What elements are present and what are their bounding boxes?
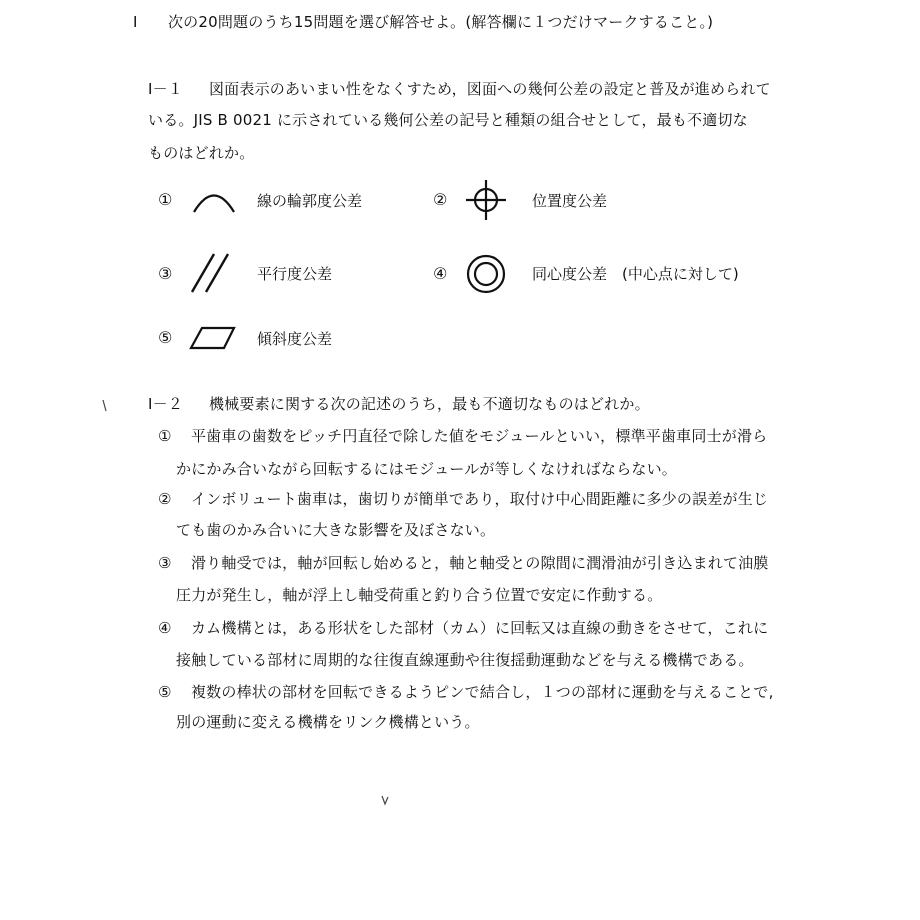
- q2-option-4-line-2: 接触している部材に周期的な往復直線運動や往復揺動運動などを与える機構である。: [176, 651, 754, 669]
- q1-number: I－１: [148, 80, 184, 98]
- q1-line-3: [148, 143, 254, 163]
- q1-line-2: [148, 110, 748, 130]
- q1-line-1: [148, 79, 771, 99]
- q2-option-4-cont: [176, 650, 754, 670]
- scan-speck: [380, 794, 390, 808]
- q2-option-1-number: ①: [158, 427, 172, 445]
- arc-icon: [190, 185, 238, 215]
- section-mark: I: [133, 13, 138, 31]
- q2-option-2: [158, 489, 768, 509]
- q1-option-3-label: 平行度公差: [257, 265, 333, 283]
- q2-option-2-line-1: インボリュート歯車は，歯切りが簡単であり，取付け中心間距離に多少の誤差が生じ: [190, 490, 769, 508]
- q1-option-3-number: ③: [158, 264, 173, 283]
- crosshair-circle-icon: [464, 178, 508, 222]
- section-instruction: 次の20問題のうち15問題を選び解答せよ。(解答欄に１つだけマークすること。): [167, 13, 714, 31]
- q1-option-5-number: ⑤: [158, 328, 173, 347]
- q2-option-1-line-2: かにかみ合いながら回転するにはモジュールが等しくなければならない。: [176, 460, 678, 478]
- scan-speck: [100, 398, 110, 414]
- concentric-circles-icon: [464, 252, 508, 296]
- parallelogram-icon: [188, 325, 238, 351]
- q2-option-3-line-1: 滑り軸受では，軸が回転し始めると，軸と軸受との隙間に潤滑油が引き込まれて油膜: [190, 554, 769, 572]
- q2-option-5-cont: [176, 712, 480, 732]
- q1-text-line: ものはどれか。: [148, 144, 255, 162]
- q2-option-4: [158, 618, 768, 638]
- q2-option-5-number: ⑤: [158, 683, 172, 701]
- q1-text-line: 図面表示のあいまい性をなくすため，図面への幾何公差の設定と普及が進められて: [208, 80, 771, 98]
- q2-option-5-line-2: 別の運動に変える機構をリンク機構という。: [176, 713, 480, 731]
- q2-option-1-cont: [176, 459, 677, 479]
- q1-option-2-number: ②: [433, 190, 448, 209]
- parallel-lines-icon: [190, 250, 234, 296]
- q2-option-5-line-1: 複数の棒状の部材を回転できるようピンで結合し，１つの部材に運動を与えることで,: [190, 683, 774, 701]
- q2-option-1-line-1: 平歯車の歯数をピッチ円直径で除した値をモジュールといい，標準平歯車同士が滑ら: [190, 427, 768, 445]
- q2-option-4-number: ④: [158, 619, 172, 637]
- q2-option-4-line-1: カム機構とは，ある形状をした部材（カム）に回転又は直線の動きをさせて，これに: [190, 619, 769, 637]
- q2-option-3-cont: [176, 585, 662, 605]
- q1-option-4-label: 同心度公差 (中心点に対して): [532, 265, 739, 283]
- q1-option-1-label: 線の輪郭度公差: [257, 192, 363, 210]
- q2-stem-text: 機械要素に関する次の記述のうち，最も不適切なものはどれか。: [208, 395, 650, 413]
- q1-option-5-label: 傾斜度公差: [257, 330, 333, 348]
- q2-stem: [148, 394, 650, 414]
- q2-number: I－２: [148, 395, 184, 413]
- q2-option-2-cont: [176, 520, 495, 540]
- q1-option-1-number: ①: [158, 190, 173, 209]
- q2-option-2-line-2: ても歯のかみ合いに大きな影響を及ぼさない。: [176, 521, 496, 539]
- q2-option-3-line-2: 圧力が発生し，軸が浮上し軸受荷重と釣り合う位置で安定に作動する。: [176, 586, 663, 604]
- q1-option-4-number: ④: [433, 264, 448, 283]
- section-header: [133, 12, 713, 32]
- q2-option-3: [158, 553, 769, 573]
- q2-option-2-number: ②: [158, 490, 172, 508]
- q2-option-1: [158, 426, 767, 446]
- q2-option-3-number: ③: [158, 554, 172, 572]
- q2-option-5: [158, 682, 774, 702]
- q1-option-2-label: 位置度公差: [532, 192, 608, 210]
- q1-text-line: いる。JIS B 0021 に示されている幾何公差の記号と種類の組合せとして，最も不適切な: [148, 111, 748, 129]
